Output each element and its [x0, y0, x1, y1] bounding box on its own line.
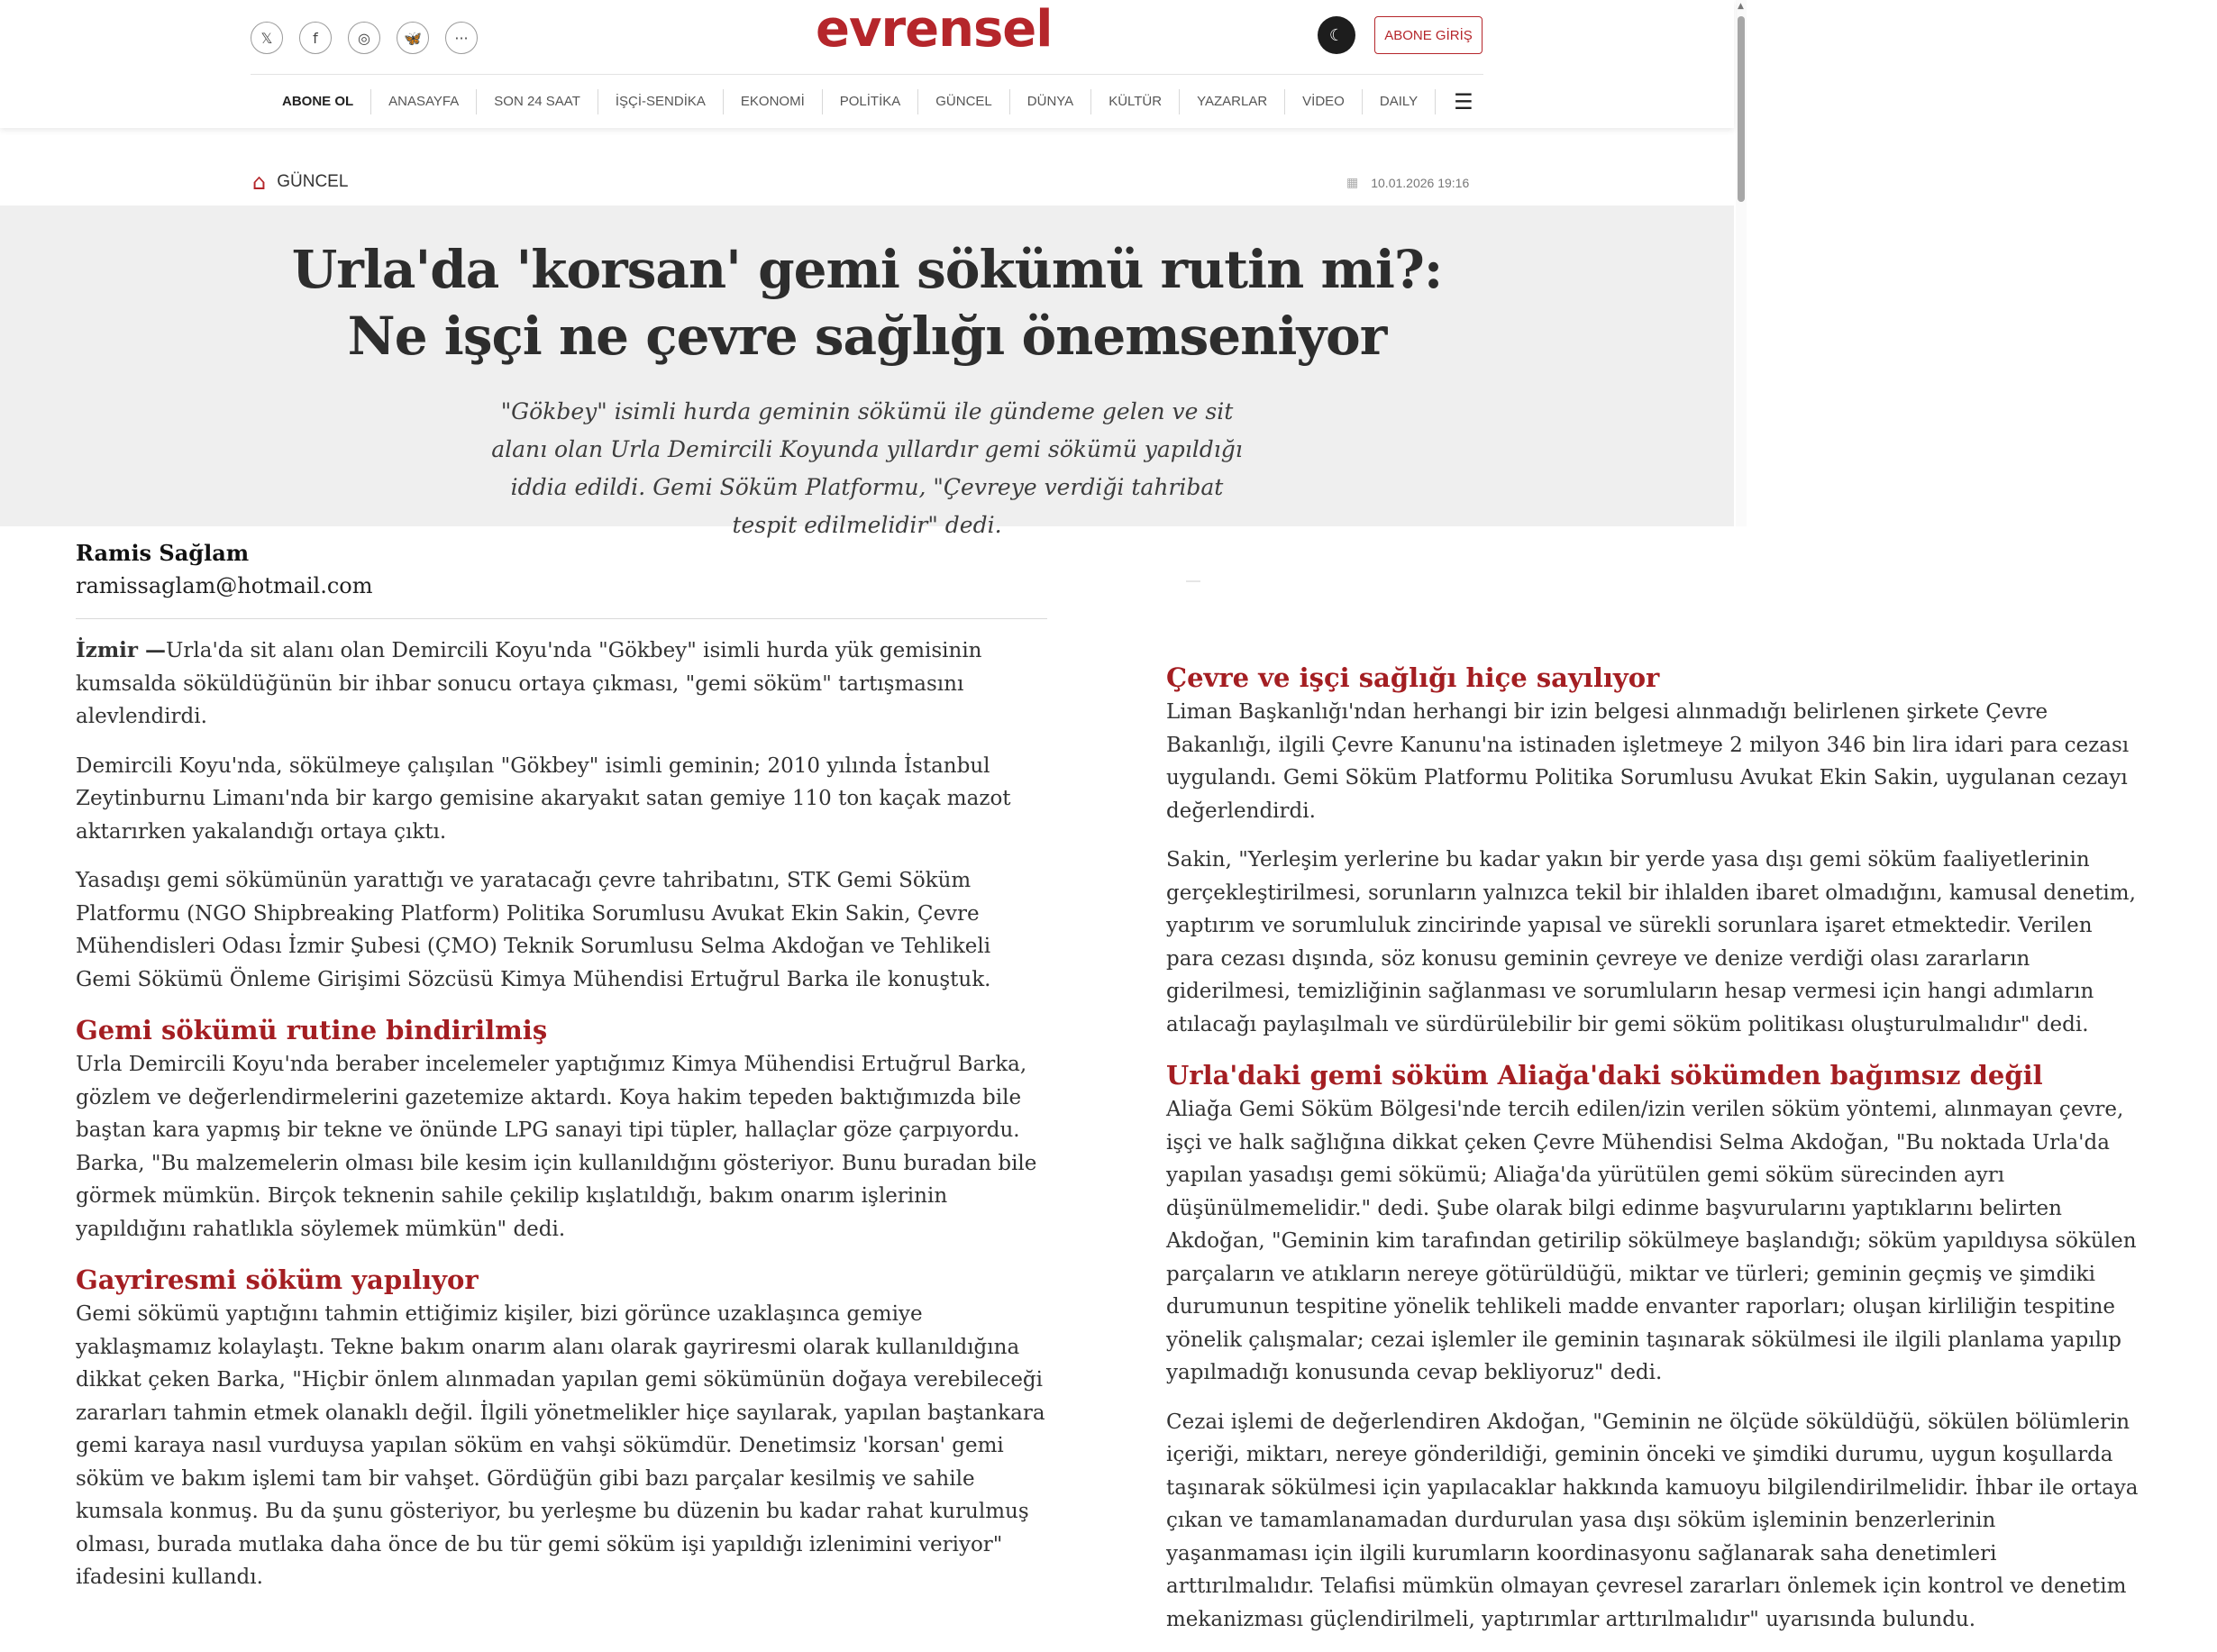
paragraph-text: Urla'da sit alanı olan Demircili Koyu'nda "Gökbey" isimli hurda yük gemisinin kumsalda söküldüğünün bir ihbar sonucu ortaya çıkması, "gemi söküm" tartışmasını alevlendirdi.	[76, 639, 982, 728]
section-heading: Urla'daki gemi söküm Aliağa'daki sökümden bağımsız değil	[1166, 1060, 2043, 1091]
nav-item-politika[interactable]: POLİTİKA	[823, 89, 919, 114]
paragraph: Yasadışı gemi sökümünün yarattığı ve yaratacağı çevre tahribatını, STK Gemi Söküm Platformu (NGO Shipbreaking Platform) Politika Sorumlusu Avukat Ekin Sakin, Çevre Mühendisleri Odası İzmir Şubesi (ÇMO) Teknik Sorumlusu Selma Akdoğan ve Tehlikeli Gemi Sökümü Önleme Girişimi Sözcüsü Kimya Mühendisi Ertuğrul Barka ile konuştuk.	[76, 869, 991, 991]
author-name[interactable]: Ramis Sağlam	[76, 540, 250, 566]
byline	[76, 537, 373, 602]
author-email[interactable]: ramissaglam@hotmail.com	[76, 573, 373, 598]
byline-divider	[76, 618, 1047, 619]
page-scrollbar[interactable]	[1736, 0, 1747, 526]
nav-item-daily[interactable]: DAILY	[1363, 89, 1436, 114]
paragraph: Demircili Koyu'nda, sökülmeye çalışılan "Gökbey" isimli geminin; 2010 yılında İstanbul Zeytinburnu Limanı'nda bir kargo gemisine akaryakıt satan gemiye 110 ton kaçak mazot aktarırken yakalandığı ortaya çıktı.	[76, 753, 1011, 844]
section-heading: Gayriresmi söküm yapılıyor	[76, 1264, 479, 1295]
header-divider	[251, 74, 1483, 75]
dateline: İzmir —	[76, 638, 167, 662]
breadcrumb	[252, 169, 348, 195]
nav-item-abone-ol[interactable]: ABONE OL	[268, 89, 371, 114]
hamburger-menu-icon[interactable]: ☰	[1454, 89, 1473, 114]
section-heading: Çevre ve işçi sağlığı hiçe sayılıyor	[1166, 662, 1660, 693]
paragraph: Aliağa Gemi Söküm Bölgesi'nde tercih edilen/izin verilen söküm yöntemi, alınmayan çevre, işçi ve halk sağlığına dikkat çeken Çevre Mühendisi Selma Akdoğan, "Bu noktada Urla'da yapılan yasadışı gemi sökümü; Aliağa'da yürütülen gemi söküm sürecinden ayrı düşünülmemelidir." dedi. Şube olarak bilgi edinme başvurularını yaptıklarını belirten Akdoğan, "Geminin kim tarafından getirilip sökülmeye başlandığı; söküm yapıldıysa sökülen parçaların ve atıkların nereye götürüldüğü, miktar ve türleri; geminin geçmiş ve şimdiki durumunun tespitine yönelik tehlikeli madde envanter raporları; oluşan kirliliğin tespitine yönelik çalışmalar; cezai işlemler ile geminin taşınarak sökülmesi ile ilgili planlama yapılıp yapılmadığı konusunda cevap bekliyoruz" dedi.	[1166, 1098, 2137, 1384]
instagram-icon[interactable]: ◎	[348, 22, 380, 54]
social-links	[251, 22, 478, 54]
paragraph: Cezai işlemi de değerlendiren Akdoğan, "Geminin ne ölçüde söküldüğü, sökülen bölümlerin içeriği, miktarı, nereye gönderildiği, geminin önceki ve şimdiki durumu, uygun koşullarda taşınarak sökülmesi için yapılacaklar hakkında kamuoyu bilgilendirilmelidir. İhbar ile ortaya çıkan ve tamamlanamadan durdurulan yasa dışı söküm işleminin benzerlerinin yaşanmaması için ilgili kurumların koordinasyonu sağlanarak saha denetimleri arttırılmalıdır. Telafisi mümkün olmayan çevresel zararları önlemek için kontrol ve denetim mekanizması güçlendirilmeli, yaptırımlar arttırılmalıdır" uyarısında bulundu.	[1166, 1410, 2139, 1631]
paragraph: Sakin, "Yerleşim yerlerine bu kadar yakın bir yerde yasa dışı gemi söküm faaliyetlerinin gerçekleştirilmesi, sorunların yalnızca tekil bir ihlalden ibaret olmadığını, kamusal denetim, yaptırım ve sorumluluk zincirinde yapısal ve sürekli sorunlara işaret etmektedir. Verilen para cezası dışında, söz konusu geminin çevreye ve denize verdiği olası zararların giderilmesi, temizliğinin sağlanması ve sorumluların hesap vermesi için hangi adımların atılacağı paylaşılmalı ve sürdürülebilir bir gemi söküm politikası oluşturulmalıdır" dedi.	[1166, 848, 2136, 1036]
nav-item-son-24-saat[interactable]: SON 24 SAAT	[477, 89, 598, 114]
calendar-icon: ▦	[1346, 176, 1359, 190]
nav-item-anasayfa[interactable]: ANASAYFA	[371, 89, 477, 114]
top-frame	[0, 0, 1734, 538]
home-icon[interactable]: ⌂	[252, 169, 267, 195]
paragraph	[76, 634, 1049, 734]
publish-date	[1346, 176, 1469, 190]
publish-date-text: 10.01.2026 19:16	[1371, 176, 1470, 190]
x-icon[interactable]: 𝕏	[251, 22, 283, 54]
site-header	[0, 0, 1734, 128]
nav-item-guncel[interactable]: GÜNCEL	[918, 89, 1010, 114]
article-column-left	[76, 634, 1049, 1611]
scroll-up-icon[interactable]: ▲	[1738, 2, 1744, 11]
paragraph: Liman Başkanlığı'ndan herhangi bir izin belgesi alınmadığı belirlenen şirkete Çevre Bakanlığı, ilgili Çevre Kanunu'na istinaden işletmeye 2 milyon 346 bin lira idari para cezası uygulandı. Gemi Söküm Platformu Politika Sorumlusu Avukat Ekin Sakin, uygulanan cezayı değerlendirdi.	[1166, 700, 2130, 823]
paragraph: Gemi sökümü yaptığını tahmin ettiğimiz kişiler, bizi görünce uzaklaşınca gemiye yaklaşmamız kolaylaştı. Tekne bakım onarım alanı olarak gayriresmi olarak kullanıldığına dikkat çeken Barka, "Hiçbir önlem alınmadan yapılan gemi sökümünün doğaya verebileceği zararları tahmin etmek olanaklı değil. İlgili yönetmelikler hiçe sayılarak, yapılan baştankara gemi karaya nasıl vurduysa yapılan söküm en vahşi sökümdür. Denetimsiz 'korsan' gemi söküm ve bakım işlemi tam bir vahşet. Gördüğün gibi bazı parçalar kesilmiş ve sahile kumsala konmuş. Bu da şunu gösteriyor, bu yerleşme bu düzenin bu kadar rahat kurulmuş olması, burada mutlaka daha önce de bu tür gemi söküm işi yapıldığı izlenimini veriyor" ifadesini kullandı.	[76, 1302, 1045, 1589]
article-column-right	[1166, 660, 2139, 1652]
nav-item-isci-sendika[interactable]: İŞÇİ-SENDİKA	[598, 89, 724, 114]
dark-mode-toggle[interactable]	[1318, 16, 1355, 54]
paragraph: Urla Demircili Koyu'nda beraber incelemeler yaptığımız Kimya Mühendisi Ertuğrul Barka, gözlem ve değerlendirmelerini gazetemize aktardı. Koya hakim tepeden baktığımızda bile baştan kara yapmış bir tekne ve önünde LPG sanayi tipi tüpler, hallaçlar göze çarpıyordu. Barka, "Bu malzemelerin olması bile kesim için kullanıldığını gösteriyor. Bunu buradan bile görmek mümkün. Birçok teknenin sahile çekilip kışlatıldığı, bakım onarım işlerinin yapıldığını rahatlıkla söylemek mümkün" dedi.	[76, 1053, 1037, 1241]
nav-item-dunya[interactable]: DÜNYA	[1010, 89, 1091, 114]
nav-item-kultur[interactable]: KÜLTÜR	[1091, 89, 1180, 114]
breadcrumb-category[interactable]: GÜNCEL	[277, 172, 349, 191]
subscribe-login-button[interactable]: ABONE GİRİŞ	[1374, 16, 1483, 54]
bluesky-icon[interactable]: 🦋	[397, 22, 429, 54]
more-icon[interactable]: ···	[445, 22, 478, 54]
nav-item-video[interactable]: VİDEO	[1285, 89, 1363, 114]
moon-icon: ☾	[1328, 25, 1345, 45]
main-nav	[268, 88, 1473, 115]
section-heading: Gemi sökümü rutine bindirilmiş	[76, 1015, 548, 1045]
nav-item-yazarlar[interactable]: YAZARLAR	[1180, 89, 1285, 114]
article-title: Urla'da 'korsan' gemi sökümü rutin mi?: Ne işçi ne çevre sağlığı önemseniyor	[291, 239, 1443, 367]
nav-item-ekonomi[interactable]: EKONOMİ	[724, 89, 823, 114]
scrollbar-thumb[interactable]	[1738, 16, 1745, 202]
decorative-dash	[1186, 580, 1200, 582]
site-logo[interactable]: evrensel	[816, 0, 1053, 59]
article-spot: "Gökbey" isimli hurda geminin sökümü ile gündeme gelen ve sit alanı olan Urla Demircili Koyunda yıllardır gemi sökümü yapıldığı iddia edildi. Gemi Söküm Platformu, "Çevreye verdiği tahribat tespit edilmelidir" dedi.	[491, 398, 1243, 538]
facebook-icon[interactable]: f	[299, 22, 332, 54]
